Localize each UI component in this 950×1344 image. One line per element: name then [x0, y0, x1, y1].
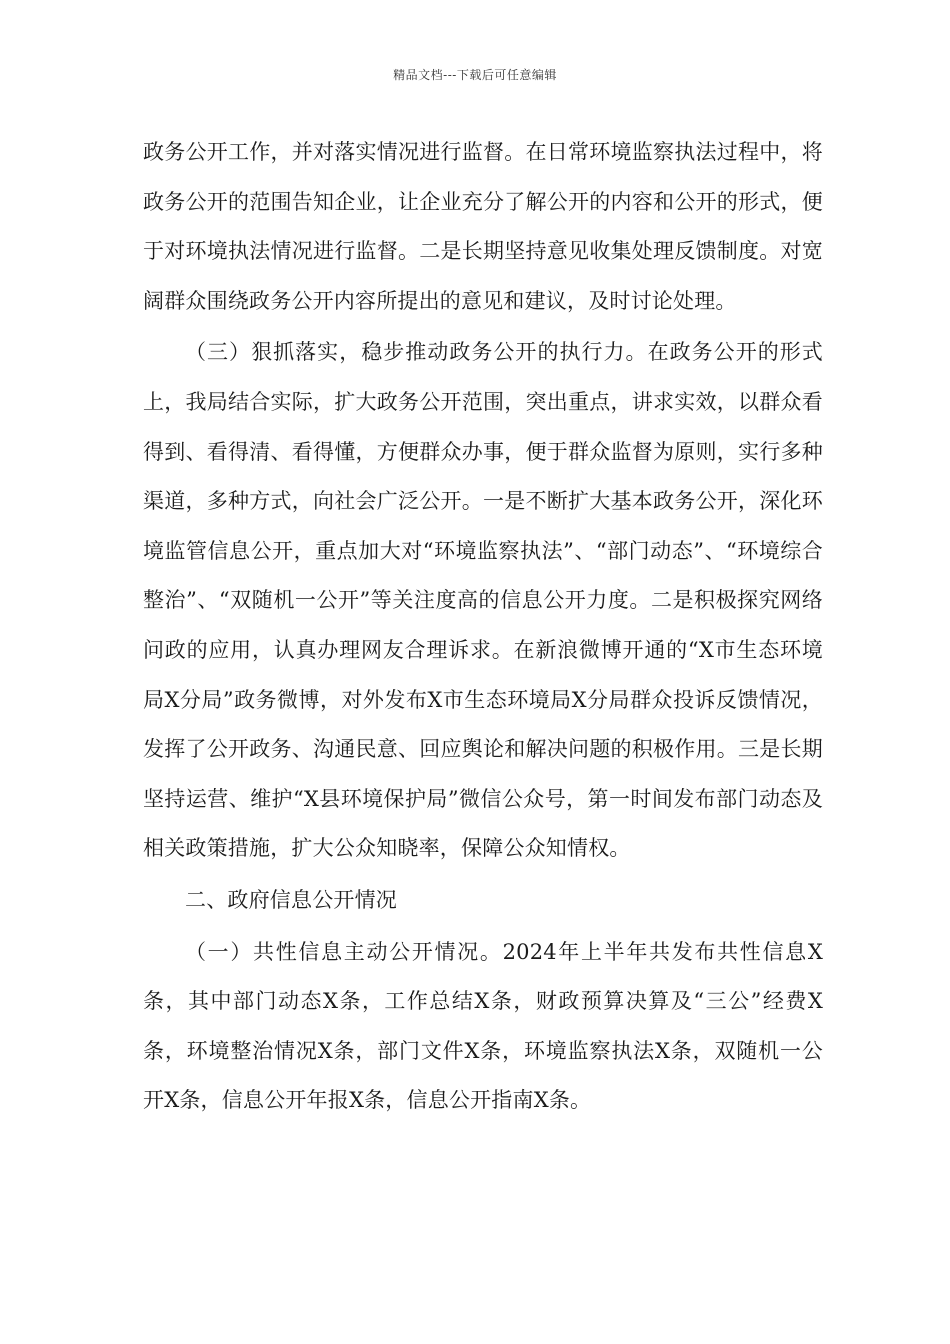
section-heading-2: 二、政府信息公开情况	[185, 887, 397, 912]
page-header: 精品文档---下载后可任意编辑	[393, 68, 557, 82]
paragraph-subsection-1: （一）共性信息主动公开情况。2024年上半年共发布共性信息X条，其中部门动态X条，工作总结X条，财政预算决算及“三公”经费X条，环境整治情况X条，部门文件X条，环境监察执法X条，双随机一公开X条，信息公开年报X条，信息公开指南X条。	[143, 939, 823, 1113]
paragraph-section-3: （三）狠抓落实，稳步推动政务公开的执行力。在政务公开的形式上，我局结合实际，扩大政务公开范围，突出重点，讲求实效，以群众看得到、看得清、看得懂，方便群众办事，便于群众监督为原则，实行多种渠道，多种方式，向社会广泛公开。一是不断扩大基本政务公开，深化环境监管信息公开，重点加大对“环境监察执法”、“部门动态”、“环境综合整治”、“双随机一公开”等关注度高的信息公开力度。二是积极探究网络问政的应用，认真办理网友合理诉求。在新浪微博开通的“X市生态环境局X分局”政务微博，对外发布X市生态环境局X分局群众投诉反馈情况，发挥了公开政务、沟通民意、回应舆论和解决问题的积极作用。三是长期坚持运营、维护“X县环境保护局”微信公众号，第一时间发布部门动态及相关政策措施，扩大公众知晓率，保障公众知情权。	[143, 340, 823, 861]
document-body	[143, 128, 823, 1126]
paragraph-continuation: 政务公开工作，并对落实情况进行监督。在日常环境监察执法过程中，将政务公开的范围告知企业，让企业充分了解公开的内容和公开的形式，便于对环境执法情况进行监督。二是长期坚持意见收集处理反馈制度。对宽阔群众围绕政务公开内容所提出的意见和建议，及时讨论处理。	[143, 140, 823, 313]
